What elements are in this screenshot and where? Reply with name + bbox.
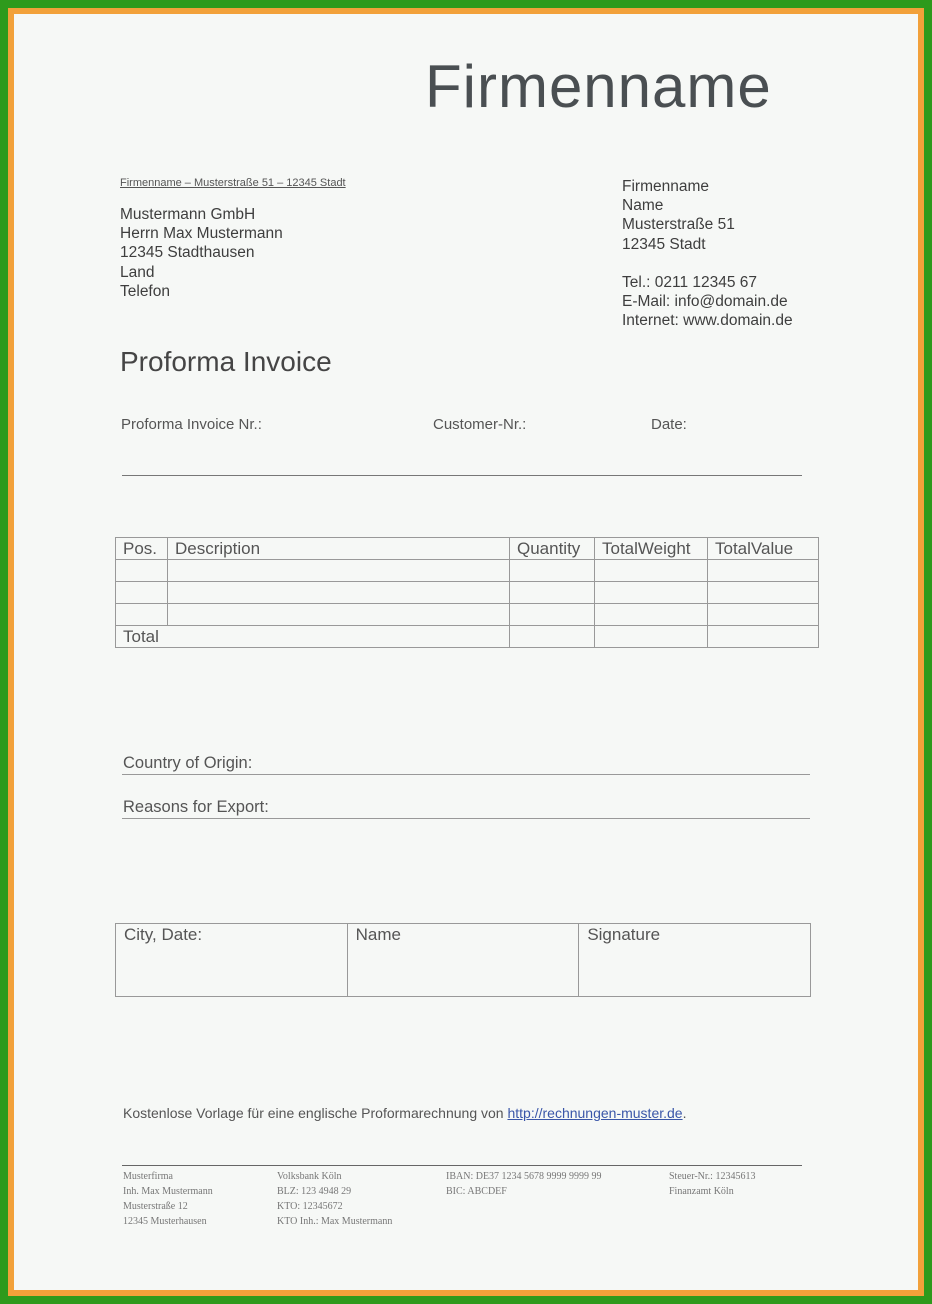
- date-label: Date:: [651, 416, 687, 433]
- header-quantity: Quantity: [510, 538, 595, 560]
- country-of-origin-line: [122, 774, 810, 775]
- document-title: Proforma Invoice: [120, 346, 332, 377]
- meta-divider: [122, 475, 802, 476]
- name-cell: Name: [347, 924, 579, 997]
- signature-table: [115, 923, 811, 997]
- company-title: Firmenname: [425, 53, 772, 120]
- footer-line: KTO: 12345672: [277, 1201, 343, 1212]
- recipient-line: Mustermann GmbH: [120, 206, 256, 223]
- note-text: Kostenlose Vorlage für eine englische Proformarechnung von: [123, 1105, 508, 1121]
- company-info-line: Internet: www.domain.de: [622, 312, 793, 330]
- footer-divider: [122, 1165, 802, 1166]
- company-info-line: Musterstraße 51: [622, 216, 735, 234]
- total-row: [116, 626, 819, 648]
- template-link[interactable]: http://rechnungen-muster.de: [507, 1105, 683, 1121]
- recipient-line: Telefon: [120, 282, 170, 300]
- note-suffix: .: [682, 1105, 687, 1121]
- sender-return-address: Firmenname – Musterstraße 51 – 12345 Stadt: [120, 177, 346, 189]
- company-contact-info: [622, 177, 793, 331]
- header-description: Description: [168, 538, 510, 560]
- footer-line: 12345 Musterhausen: [123, 1216, 207, 1227]
- footer-line: Steuer-Nr.: 12345613: [669, 1171, 756, 1182]
- table-row: [116, 604, 819, 626]
- recipient-line: 12345 Stadthausen: [120, 244, 255, 262]
- city-date-cell: City, Date:: [116, 924, 348, 997]
- footer-line: BIC: ABCDEF: [446, 1186, 507, 1197]
- invoice-nr-label: Proforma Invoice Nr.:: [121, 416, 262, 433]
- items-table: [115, 537, 819, 648]
- template-note: [123, 1105, 686, 1121]
- total-label: Total: [116, 626, 510, 648]
- footer-company: [123, 1169, 213, 1229]
- footer-tax: [669, 1169, 755, 1199]
- customer-nr-label: Customer-Nr.:: [433, 416, 527, 433]
- footer-line: IBAN: DE37 1234 5678 9999 9999 99: [446, 1171, 602, 1182]
- footer-line: Inh. Max Mustermann: [123, 1186, 213, 1197]
- recipient-line: Land: [120, 263, 155, 281]
- footer-bank: [277, 1169, 392, 1229]
- table-row: [116, 560, 819, 582]
- footer-line: Musterfirma: [123, 1171, 173, 1182]
- company-info-line: Name: [622, 197, 664, 215]
- reasons-for-export-line: [122, 818, 810, 819]
- company-info-line: Tel.: 0211 12345 67: [622, 273, 758, 291]
- footer-line: BLZ: 123 4948 29: [277, 1186, 352, 1197]
- recipient-address: [120, 205, 283, 301]
- company-info-line: 12345 Stadt: [622, 235, 706, 253]
- footer-line: Volksbank Köln: [277, 1171, 342, 1182]
- country-of-origin-label: Country of Origin:: [123, 754, 253, 772]
- footer-iban: [446, 1169, 602, 1199]
- company-info-spacer: [622, 254, 793, 273]
- header-total-weight: TotalWeight: [595, 538, 708, 560]
- footer-line: Musterstraße 12: [123, 1201, 188, 1212]
- company-info-line: E-Mail: info@domain.de: [622, 293, 788, 311]
- signature-cell: Signature: [579, 924, 811, 997]
- header-pos: Pos.: [116, 538, 168, 560]
- table-row: [116, 582, 819, 604]
- items-header-row: [116, 538, 819, 560]
- company-info-line: Firmenname: [622, 178, 709, 195]
- footer-line: KTO Inh.: Max Mustermann: [277, 1216, 393, 1227]
- footer-line: Finanzamt Köln: [669, 1186, 734, 1197]
- header-total-value: TotalValue: [708, 538, 819, 560]
- recipient-line: Herrn Max Mustermann: [120, 225, 283, 243]
- reasons-for-export-label: Reasons for Export:: [123, 798, 269, 816]
